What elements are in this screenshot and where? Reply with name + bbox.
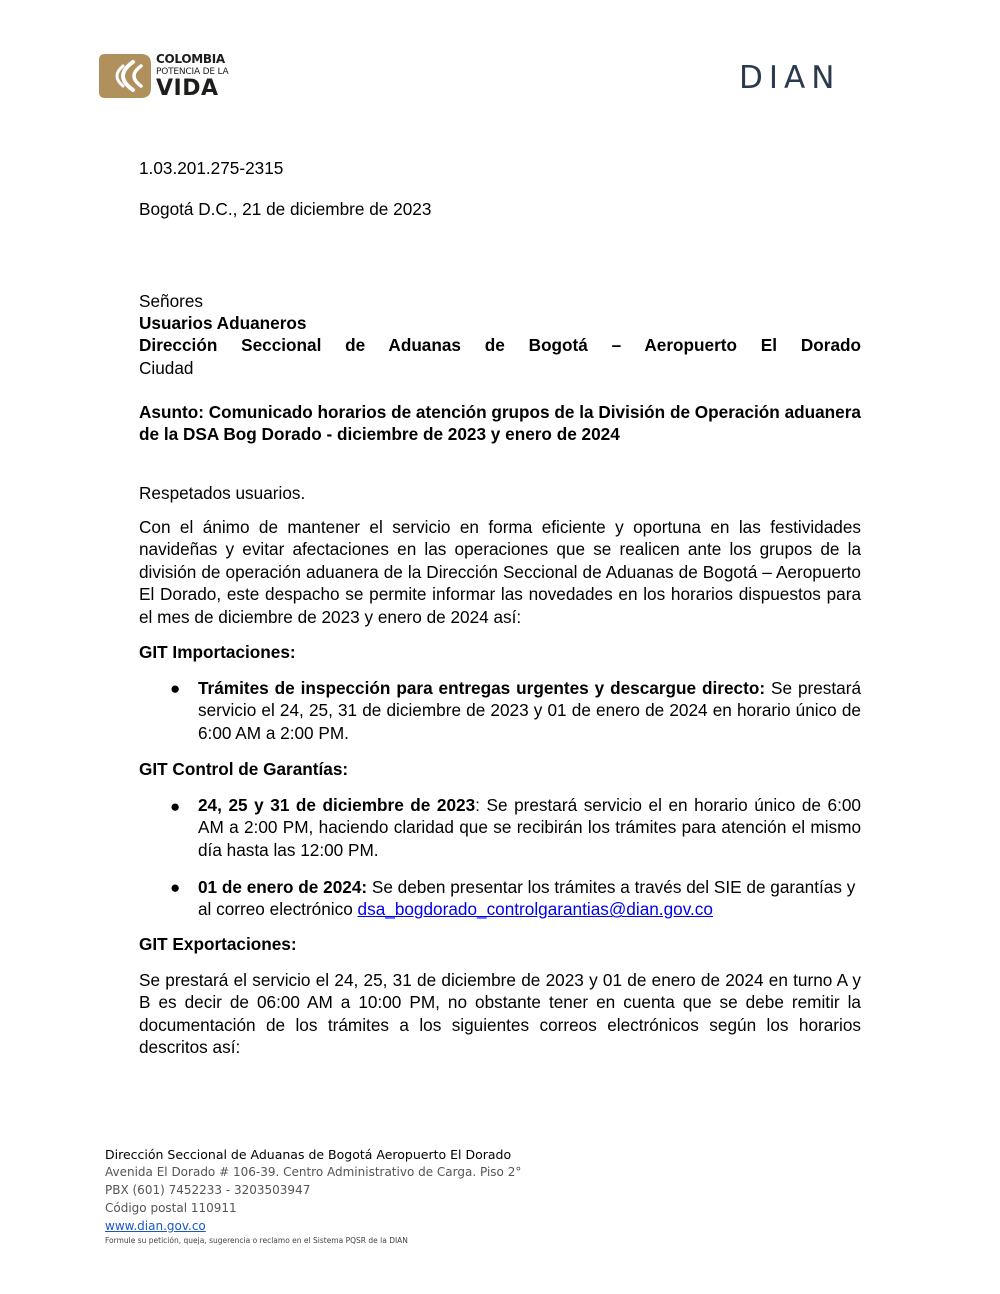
footer-phone: PBX (601) 7452233 - 3203503947 xyxy=(105,1183,311,1197)
garantias-title-text: GIT Control de Garantías: xyxy=(139,759,349,779)
garantias-item-1-bold: 24, 25 y 31 de diciembre de 2023 xyxy=(198,795,476,815)
recipient-line-2 xyxy=(139,334,861,356)
garantias-item-2 xyxy=(198,876,861,921)
logo-line-3: VIDA xyxy=(156,76,219,101)
exportaciones-title-text: GIT Exportaciones: xyxy=(139,934,297,954)
footer-website-link[interactable]: www.dian.gov.co xyxy=(105,1219,206,1233)
garantias-item-2-bold: 01 de enero de 2024: xyxy=(198,877,368,897)
footer-pqsr-note: Formule su petición, queja, sugerencia o reclamo en el Sistema PQSR de la DIAN xyxy=(105,1236,408,1245)
dian-logo-text: DIAN xyxy=(739,60,841,96)
garantias-item-1 xyxy=(198,794,861,861)
footer-postal-code: Código postal 110911 xyxy=(105,1201,237,1215)
logo-line-2: POTENCIA DE LA xyxy=(156,67,229,77)
garantias-email-link[interactable]: dsa_bogdorado_controlgarantias@dian.gov.co xyxy=(357,899,713,920)
importaciones-item-1-bold: Trámites de inspección para entregas urgentes y descargue directo: xyxy=(198,678,766,698)
bullet-icon: ● xyxy=(170,679,181,698)
importaciones-item-1 xyxy=(198,677,861,744)
section-title-importaciones xyxy=(139,641,861,663)
footer-address: Avenida El Dorado # 106-39. Centro Administrativo de Carga. Piso 2° xyxy=(105,1165,522,1179)
section-title-garantias xyxy=(139,758,861,780)
dian-logo xyxy=(739,60,897,96)
bullet-icon: ● xyxy=(170,878,181,897)
recipient-salutation: Señores xyxy=(139,291,204,311)
recipient-office: Dirección Seccional de Aduanas de Bogotá – Aeropuerto El Dorado xyxy=(139,335,861,355)
footer-office: Dirección Seccional de Aduanas de Bogotá Aeropuerto El Dorado xyxy=(105,1147,512,1162)
importaciones-item-1-text: Se prestará servicio el 24, 25, 31 de diciembre de 2023 y 01 de enero de 2024 en horario único de 6:00 AM a 2:00 PM. xyxy=(198,678,862,743)
letter-date: Bogotá D.C., 21 de diciembre de 2023 xyxy=(139,199,432,219)
letter-subject xyxy=(139,401,861,446)
recipient-city: Ciudad xyxy=(139,358,194,378)
recipient-users: Usuarios Aduaneros xyxy=(139,313,307,333)
logo-line-1: COLOMBIA xyxy=(156,52,225,66)
reference-number: 1.03.201.275-2315 xyxy=(139,158,284,178)
colombia-potencia-de-la-vida-logo xyxy=(99,52,229,100)
garantias-item-2-text: Se deben presentar los trámites a través del SIE de garantías y al correo electrónico xyxy=(198,877,856,920)
bullet-icon: ● xyxy=(170,797,181,816)
letter-greeting: Respetados usuarios. xyxy=(139,483,306,503)
subject-text: Asunto: Comunicado horarios de atención grupos de la División de Operación aduanera de la DSA Bog Dorado - diciembre de 2023 y enero de 2024 xyxy=(139,402,861,445)
importaciones-title-text: GIT Importaciones: xyxy=(139,642,296,662)
garantias-item-1-text: : Se prestará servicio el en horario único de 6:00 AM a 2:00 PM, haciendo claridad que se recibirán los trámites para atención el mismo día hasta las 12:00 PM. xyxy=(198,795,861,860)
section-title-exportaciones xyxy=(139,933,861,955)
colombia-emblem-icon xyxy=(99,52,155,100)
exportaciones-paragraph: Se prestará el servicio el 24, 25, 31 de diciembre de 2023 y 01 de enero de 2024 en turno A y B es decir de 06:00 AM a 10:00 PM, no obstante tener en cuenta que se debe remitir la documentación de los trámites a los siguientes correos electrónicos según los horarios descritos así: xyxy=(139,970,861,1058)
intro-paragraph: Con el ánimo de mantener el servicio en forma eficiente y oportuna en las festividades navideñas y evitar afectaciones en las operaciones que se realicen ante los grupos de la división de operación aduanera de la Dirección Seccional de Aduanas de Bogotá – Aeropuerto El Dorado, este despacho se permite informar las novedades en los horarios dispuestos para el mes de diciembre de 2023 y enero de 2024 así: xyxy=(139,517,861,627)
recipient-line-1 xyxy=(139,312,861,334)
